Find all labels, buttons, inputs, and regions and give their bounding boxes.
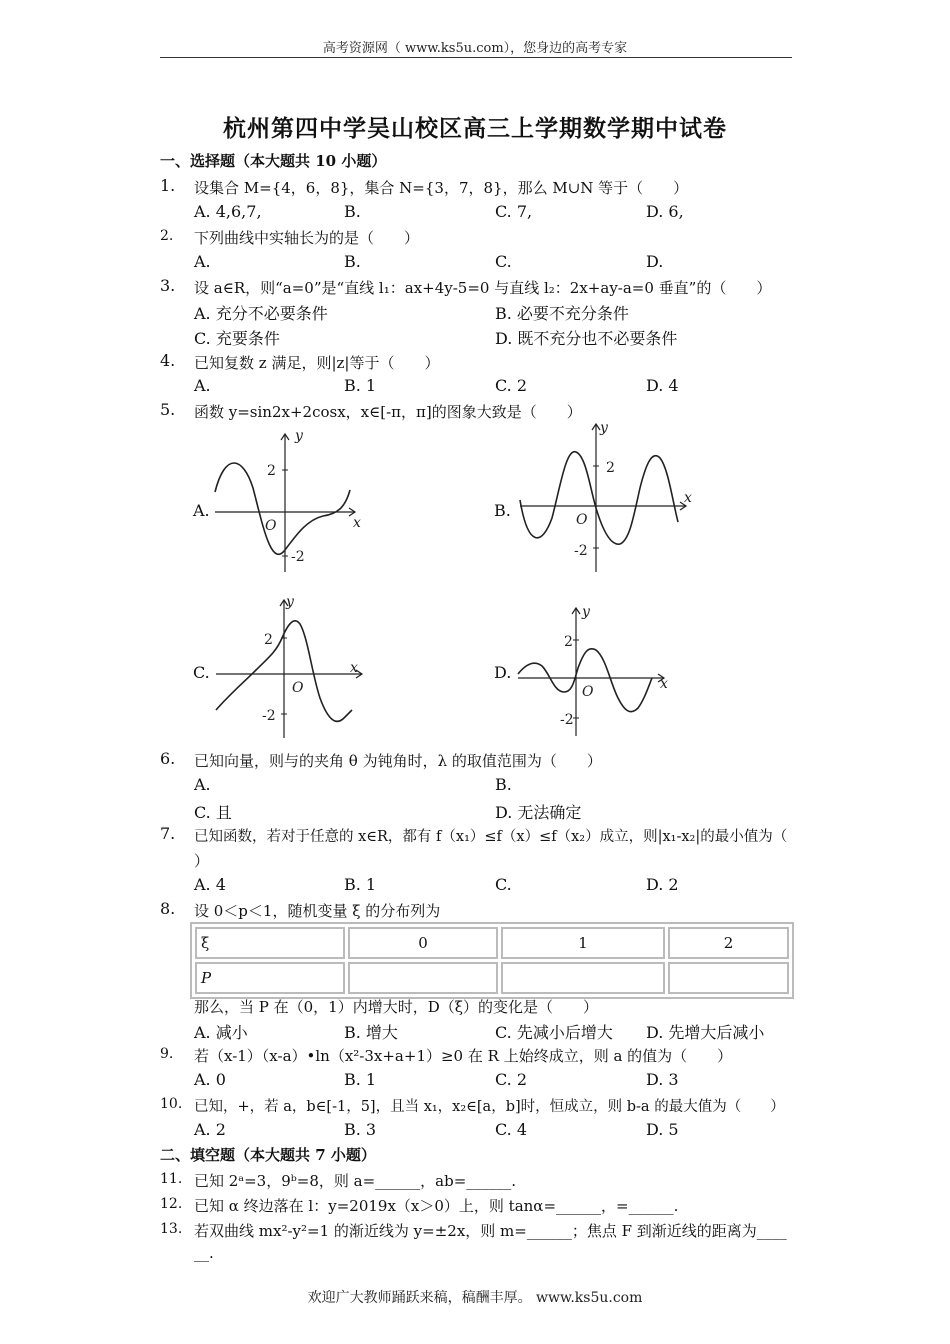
option-a: A. (194, 376, 211, 395)
graph-label-a: A. (193, 501, 210, 520)
question-number: 5. (160, 400, 176, 419)
option-d: D. 无法确定 (495, 803, 582, 822)
tick-label-pos: 2 (267, 463, 276, 479)
tick-label-neg: -2 (262, 708, 276, 724)
question-text: 若（x-1）（x-a）•ln（x²-3x+a+1）≥0 在 R 上始终成立，则 a 的值为（ ） (194, 1047, 733, 1065)
option-b: B. (344, 202, 361, 221)
curve (215, 463, 350, 554)
option-a: A. 4 (194, 875, 226, 894)
question-number: 13. (160, 1221, 183, 1237)
x-label: x (684, 490, 692, 506)
option-c: C. 4 (495, 1120, 528, 1139)
origin-label: O (576, 512, 588, 528)
y-label: y (582, 604, 590, 620)
table-cell: 0 (348, 927, 498, 959)
y-label: y (295, 428, 303, 444)
option-c: C. (495, 875, 512, 894)
table-cell (501, 962, 665, 994)
question-text: 已知函数，若对于任意的 x∈R，都有 f（x₁）≤f（x）≤f（x₂）成立，则|x₁-x₂|的最小值为（ (194, 829, 788, 845)
graph-label-b: B. (494, 501, 511, 520)
question-text: 已知复数 z 满足，则|z|等于（ ） (194, 354, 440, 372)
option-c: C. 2 (495, 1070, 528, 1089)
header-divider (160, 57, 792, 58)
option-b: B. (344, 252, 361, 271)
question-number: 7. (160, 824, 176, 843)
graph-label-d: D. (494, 663, 512, 682)
exam-title: 杭州第四中学吴山校区高三上学期数学期中试卷 (223, 115, 727, 142)
question-number: 4. (160, 351, 176, 370)
option-b: B. 1 (344, 875, 377, 894)
option-a: A. 减小 (194, 1023, 248, 1042)
option-d: D. 5 (646, 1120, 679, 1139)
question-number: 3. (160, 276, 176, 295)
option-c: C. 且 (194, 803, 232, 822)
tick-label-neg: -2 (560, 712, 574, 728)
question-text: 设集合 M={4，6，8}，集合 N={3，7，8}，那么 M∪N 等于（ ） (194, 179, 689, 197)
origin-label: O (265, 518, 277, 534)
question-text: 已知 α 终边落在 l：y=2019x（x＞0）上，则 tanα=______，=______. (194, 1197, 679, 1215)
question-text: 下列曲线中实轴长为的是（ ） (194, 229, 420, 247)
x-label: x (660, 676, 668, 692)
graph-label-c: C. (193, 663, 210, 682)
y-label: y (286, 594, 294, 610)
option-a: A. 充分不必要条件 (194, 304, 328, 323)
table-row (195, 927, 789, 959)
question-text: 设 0＜p＜1，随机变量 ξ 的分布列为 (194, 902, 441, 920)
question-number: 12. (160, 1196, 183, 1212)
table-cell (668, 962, 789, 994)
question-number: 9. (160, 1046, 174, 1062)
graph-b (510, 418, 700, 578)
tick-label-neg: -2 (291, 549, 305, 565)
option-a: A. 4,6,7, (194, 202, 262, 221)
option-a: A. 2 (194, 1120, 226, 1139)
option-d: D. (646, 252, 664, 271)
page-header: 高考资源网（ www.ks5u.com），您身边的高考专家 (322, 41, 628, 56)
option-d: D. 6, (646, 202, 684, 221)
x-label: x (350, 660, 358, 676)
table-cell: ξ (195, 927, 345, 959)
option-a: A. (194, 775, 211, 794)
option-d: D. 先增大后减小 (646, 1023, 765, 1042)
option-d: D. 2 (646, 875, 679, 894)
section-heading-fill: 二、填空题（本大题共 7 小题） (160, 1146, 376, 1164)
tick-label-neg: -2 (574, 543, 588, 559)
table-cell: P (195, 962, 345, 994)
table-cell (348, 962, 498, 994)
option-c: C. 7, (495, 202, 533, 221)
tick-label-pos: 2 (564, 634, 573, 650)
question-number: 11. (160, 1171, 183, 1187)
table-row (195, 962, 789, 994)
question-number: 10. (160, 1096, 183, 1112)
option-b: B. 1 (344, 376, 377, 395)
question-text: 设 a∈R，则“a=0”是“直线 l₁：ax+4y-5=0 与直线 l₂：2x+ay-a=0 垂直”的（ ） (194, 279, 772, 297)
question-text-cont: ） (194, 852, 210, 870)
option-c: C. 2 (495, 376, 528, 395)
option-a: A. 0 (194, 1070, 226, 1089)
question-number: 1. (160, 176, 176, 195)
graph-a (205, 428, 375, 578)
question-text: 已知 2ᵃ=3，9ᵇ=8，则 a=______，ab=______. (194, 1172, 517, 1190)
section-heading-choice: 一、选择题（本大题共 10 小题） (160, 152, 387, 170)
option-b: B. 3 (344, 1120, 377, 1139)
origin-label: O (292, 680, 304, 696)
question-number: 6. (160, 749, 176, 768)
question-text: 已知向量，则与的夹角 θ 为钝角时，λ 的取值范围为（ ） (194, 752, 602, 770)
y-label: y (600, 420, 608, 436)
option-d: D. 4 (646, 376, 679, 395)
option-c: C. 先减小后增大 (495, 1023, 613, 1042)
question-text-cont: __. (194, 1244, 214, 1262)
tick-label-pos: 2 (606, 460, 615, 476)
graph-d (512, 602, 682, 742)
question-text-cont: 那么，当 P 在（0，1）内增大时，D（ξ）的变化是（ ） (194, 998, 599, 1016)
option-d: D. 3 (646, 1070, 679, 1089)
graph-c (210, 594, 380, 744)
option-b: B. 1 (344, 1070, 377, 1089)
option-b: B. 必要不充分条件 (495, 304, 629, 323)
option-b: B. 增大 (344, 1023, 398, 1042)
question-number: 8. (160, 899, 176, 918)
option-c: C. 充要条件 (194, 329, 280, 348)
x-label: x (353, 515, 361, 531)
option-a: A. (194, 252, 211, 271)
tick-label-pos: 2 (264, 632, 273, 648)
question-text: 已知，+，若 a，b∈[-1，5]，且当 x₁，x₂∈[a，b]时，恒成立，则 b-a 的最大值为（ ） (194, 1099, 785, 1115)
distribution-table (190, 922, 794, 999)
table-cell: 2 (668, 927, 789, 959)
question-text: 若双曲线 mx²-y²=1 的渐近线为 y=±2x，则 m=______；焦点 F 到渐近线的距离为____ (194, 1222, 787, 1240)
option-b: B. (495, 775, 512, 794)
curve (518, 649, 652, 712)
option-c: C. (495, 252, 512, 271)
origin-label: O (582, 684, 594, 700)
question-number: 2. (160, 228, 174, 244)
table-cell: 1 (501, 927, 665, 959)
page-footer: 欢迎广大教师踊跃来稿，稿酬丰厚。 www.ks5u.com (307, 1290, 643, 1306)
option-d: D. 既不充分也不必要条件 (495, 329, 678, 348)
question-text: 函数 y=sin2x+2cosx，x∈[-π，π]的图象大致是（ ） (194, 403, 582, 421)
